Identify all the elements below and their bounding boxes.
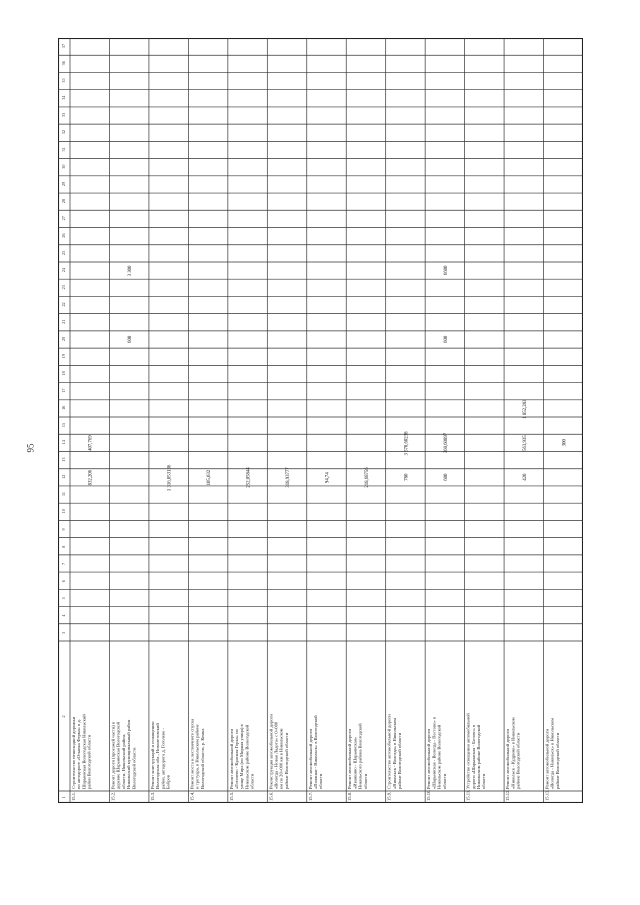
cell-value: 1 852,283 — [522, 399, 528, 419]
row-id: 15.11. — [465, 789, 471, 801]
column-number: 30 — [61, 164, 66, 169]
cell-value: 3 570,60238 — [404, 431, 410, 456]
column-number: 3 — [61, 631, 66, 634]
row-id: 15.4. — [189, 791, 195, 801]
cell-value: 600 — [443, 335, 449, 343]
column-number: 20 — [61, 336, 66, 341]
column-number: 16 — [61, 405, 66, 410]
cell-value: 420 — [522, 473, 528, 481]
cell-value: 563,935 — [522, 435, 528, 451]
cell-value: 94,74 — [325, 472, 331, 484]
row-id: 15.6. — [268, 791, 274, 801]
cell-value: 600 — [443, 473, 449, 481]
row-id: 15.13. — [544, 789, 550, 801]
column-number: 33 — [61, 112, 66, 118]
row-id: 15.1. — [71, 791, 76, 801]
row-name-line: Ремонт автомобильной дороги — [544, 729, 550, 789]
row-name-line: Ремонт моста и лестничного спуска — [189, 718, 195, 789]
cell-value: 318,93777 — [286, 467, 292, 488]
row-name-line: Никольского района Вологодской — [357, 723, 363, 789]
cell-value: 6600 — [443, 265, 449, 276]
cell-value: 360,60897 — [443, 432, 449, 454]
row-name-line: Ремонт автомобильной дороги — [307, 729, 313, 789]
row-name-line: Ремонт автомобильной дороги — [228, 729, 234, 789]
row-name-line: Никольском районе Вологодской — [476, 724, 482, 789]
row-id: 15.3. — [149, 791, 155, 801]
row-name-line: Реконструкция автомобильной дороги — [268, 714, 274, 789]
row-name-line: области — [249, 773, 255, 789]
column-number: 7 — [61, 562, 66, 565]
row-name-line: области, Никольский район, — [120, 733, 126, 789]
column-number: 36 — [61, 61, 66, 66]
column-number: 28 — [61, 198, 66, 204]
row-name-line: Ремонт автомобильной дороги — [347, 729, 353, 789]
row-name-line: Никольском районе Вологодской — [244, 724, 250, 789]
column-number: 14 — [61, 440, 66, 445]
column-number: 1 — [61, 796, 66, 799]
column-number: 15 — [61, 422, 66, 428]
column-number: 37 — [61, 43, 66, 49]
column-number: 31 — [61, 147, 66, 152]
row-name-line: районе Вологодской области — [397, 732, 403, 789]
row-name-line: Вологодской области, р. Кемка — [199, 728, 205, 789]
row-name-line: улице Мира (по Мирная улица) в — [239, 724, 245, 789]
column-number: 26 — [61, 233, 66, 238]
cell-value: 105,032 — [207, 469, 213, 486]
row-name-line: Ремонт конструкций и оснащения: — [149, 721, 155, 789]
column-number: 12 — [61, 474, 66, 479]
column-number: 32 — [61, 130, 66, 135]
column-number: 25 — [61, 250, 66, 255]
cell-value: 780 — [404, 473, 410, 481]
column-number: 10 — [61, 509, 66, 514]
row-name-line: «Вологда - Никольск» в Никольском — [549, 717, 555, 789]
column-number: 17 — [61, 388, 66, 393]
row-name-line: районе Вологодской области — [283, 732, 289, 789]
row-name-line: Строительство пешеходной дорожки — [71, 716, 76, 789]
row-id: 15.9. — [386, 791, 392, 801]
column-number: 8 — [61, 545, 66, 548]
cell-value: 218,68756 — [364, 467, 370, 488]
row-name-line: районе Вологодской области — [515, 732, 521, 789]
row-name-line: деревне Шарьинская Вологодской — [115, 722, 121, 789]
column-number: 21 — [61, 319, 66, 324]
cell-value: 1 316,053136 — [167, 464, 173, 492]
row-name-line: Вологодской области — [131, 747, 137, 789]
row-name-line: район Вологодской области — [86, 734, 92, 789]
page-number: 95 — [25, 443, 36, 453]
row-name-line: Шарьинская Вологодская Никольский — [81, 714, 87, 789]
row-name-line: «Никольск - Вологда» в Никольском — [391, 717, 397, 789]
column-number: 18 — [61, 371, 66, 376]
row-name-line: Бобров — [165, 774, 171, 789]
cell-value: 832,206 — [88, 469, 94, 486]
row-name-line: и тротуара, в Никольском районе — [194, 724, 200, 789]
cell-value: 407,769 — [88, 435, 94, 451]
row-name-line: «Гоголево - Красная Горка» по — [234, 729, 240, 789]
row-name-line: области — [441, 773, 447, 789]
row-name-line: Никольский муниципальный район — [126, 719, 132, 789]
row-id: 15.10. — [426, 789, 432, 801]
row-id: 15.7. — [307, 791, 313, 801]
row-name-line: Никольском районе Вологодской — [436, 724, 442, 789]
row-name-line: Устройство освещения автомобильной — [465, 713, 471, 789]
column-number: 4 — [61, 614, 66, 617]
row-name-line: дороги «Шарьинская - Ботово» в — [470, 724, 476, 789]
cell-value: 600 — [128, 335, 134, 343]
column-number: 2 — [61, 715, 66, 718]
column-number: 19 — [61, 354, 66, 359]
row-name-line: «Полянки - Никольск» в Вологодской — [312, 715, 318, 789]
row-name-line: «Вологда - Новая Ладога» с 0+000 — [273, 721, 279, 789]
row-name-line: Ремонт автомобильной дороги — [426, 729, 432, 789]
table-grid — [58, 38, 583, 803]
column-number: 6 — [61, 580, 66, 583]
row-name-line: «Шарьинская - Вологда - Пестово» в — [431, 716, 437, 789]
row-id: 15.5. — [228, 791, 234, 801]
data-table — [58, 38, 583, 803]
column-number: 5 — [61, 597, 66, 600]
column-number: 23 — [61, 285, 66, 290]
cell-value: 3 300 — [128, 265, 134, 277]
row-name-line: Строительство автомобильной дороги — [386, 714, 392, 789]
column-number: 35 — [61, 78, 66, 83]
row-id: 15.12. — [505, 789, 511, 801]
column-number: 24 — [61, 267, 66, 273]
row-name-line: районе Вологодской области — [554, 732, 560, 789]
row-name-line: «Никольск - Кудрино» в Никольском — [510, 717, 516, 789]
row-name-line: Вологодская обл., Новолетовский — [155, 723, 161, 789]
cell-value: 252,05844 — [246, 467, 252, 488]
row-name-line: области — [362, 773, 368, 789]
row-name-line: области — [318, 773, 324, 789]
column-number: 9 — [61, 528, 66, 531]
row-name-line: области — [481, 773, 487, 789]
cell-value: 300 — [562, 439, 568, 447]
row-id: 15.2. — [110, 791, 116, 801]
column-number: 29 — [61, 181, 66, 186]
row-name-line: район, автодорога д. Гоголево - — [160, 728, 166, 789]
row-name-line: по автодороге «Отыпка Ферма» в д. — [76, 719, 82, 789]
row-name-line: км по 20+000 км в Никольском — [278, 728, 284, 789]
column-number: 34 — [61, 95, 66, 100]
column-number: 13 — [61, 457, 66, 462]
column-number: 27 — [61, 216, 66, 221]
row-name-line: Ремонт дороги (проезжей части) в — [110, 722, 116, 789]
column-number: 11 — [61, 492, 66, 497]
row-name-line: Ремонт автомобильной дороги — [505, 729, 511, 789]
column-number: 22 — [61, 302, 66, 307]
row-name-line: «Иванкино - Шарьинская» — [352, 736, 358, 789]
row-id: 15.8. — [347, 791, 353, 801]
